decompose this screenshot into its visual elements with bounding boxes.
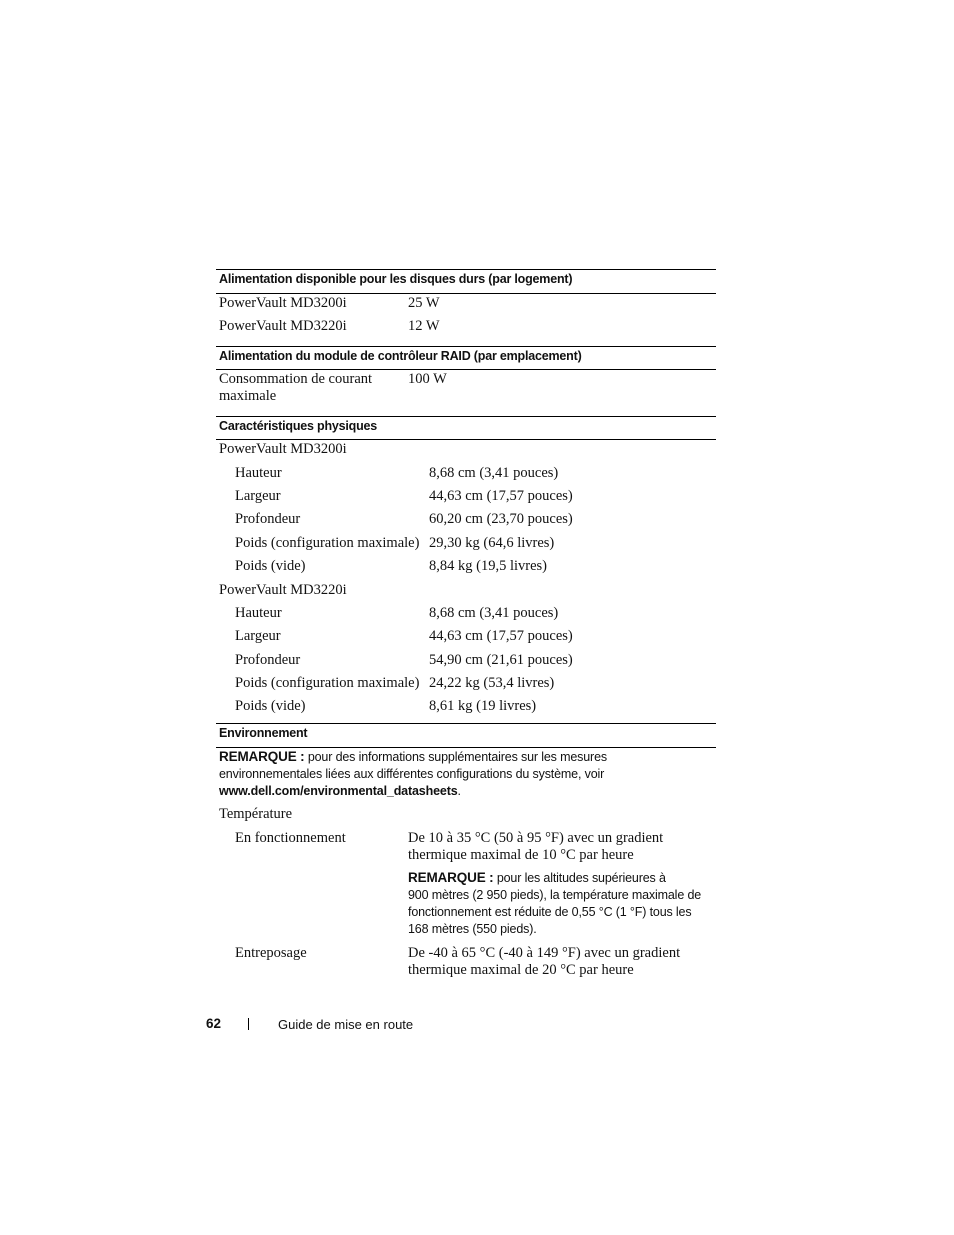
row-value: 100 W [408,371,447,387]
row-label: Largeur [235,628,281,644]
note-line [219,784,461,798]
section-header-power-raid: Alimentation du module de contrôleur RAID (par emplacement) [219,349,582,363]
row-label: Hauteur [235,605,282,621]
row-label: En fonctionnement [235,830,346,846]
group-title: PowerVault MD3220i [219,582,347,598]
table-rule [216,723,716,724]
group-title: PowerVault MD3200i [219,441,347,457]
note-link[interactable]: www.dell.com/environmental_datasheets [219,784,458,798]
row-label: Entreposage [235,945,307,961]
table-rule [216,269,716,270]
row-value: 25 W [408,295,440,311]
row-value: 8,68 cm (3,41 pouces) [429,605,559,621]
row-label: Poids (vide) [235,558,306,574]
row-value: 54,90 cm (21,61 pouces) [429,652,573,668]
table-rule [216,439,716,440]
table-rule [216,346,716,347]
row-value: 44,63 cm (17,57 pouces) [429,628,573,644]
row-value: 44,63 cm (17,57 pouces) [429,488,573,504]
group-title: Température [219,806,293,822]
footer-title: Guide de mise en route [278,1017,414,1032]
row-label: Profondeur [235,652,301,668]
table-rule [216,369,716,370]
note-text: environnementales liées aux différentes configurations du système, voir [219,767,605,781]
note-text: pour les altitudes supérieures à [496,871,666,885]
note-text: pour des informations supplémentaires sur les mesures [307,750,607,764]
section-header-environment: Environnement [219,726,308,740]
row-value: 24,22 kg (53,4 livres) [429,675,555,691]
row-value: thermique maximal de 20 °C par heure [408,962,634,978]
row-label: Poids (vide) [235,698,306,714]
row-label: PowerVault MD3200i [219,295,347,311]
row-value: thermique maximal de 10 °C par heure [408,847,634,863]
row-value: 8,84 kg (19,5 livres) [429,558,547,574]
page-number: 62 [206,1016,222,1031]
footer-separator [248,1018,249,1030]
row-value: De 10 à 35 °C (50 à 95 °F) avec un gradient [408,830,664,846]
row-label: Poids (configuration maximale) [235,535,420,551]
row-label: Poids (configuration maximale) [235,675,420,691]
row-label: PowerVault MD3220i [219,318,347,334]
row-value: 60,20 cm (23,70 pouces) [429,511,573,527]
note-text: 900 mètres (2 950 pieds), la température maximale de [408,888,702,902]
row-label: Hauteur [235,465,282,481]
table-rule [216,416,716,417]
row-value: 8,61 kg (19 livres) [429,698,537,714]
note-text: fonctionnement est réduite de 0,55 °C (1 °F) tous les [408,905,692,919]
note-line [408,870,666,885]
note-text: 168 mètres (550 pieds). [408,922,537,936]
row-label: Consommation de courant [219,371,373,387]
row-value: 8,68 cm (3,41 pouces) [429,465,559,481]
row-label: Largeur [235,488,281,504]
section-header-physical: Caractéristiques physiques [219,419,378,433]
table-rule [216,747,716,748]
row-label: Profondeur [235,511,301,527]
row-value: 12 W [408,318,440,334]
note-line [219,749,607,764]
note-label: REMARQUE : [408,870,494,885]
note-end: . [457,784,461,798]
row-label: maximale [219,388,277,404]
row-value: De -40 à 65 °C (-40 à 149 °F) avec un gradient [408,945,681,961]
row-value: 29,30 kg (64,6 livres) [429,535,555,551]
note-label: REMARQUE : [219,749,305,764]
section-header-power-drives: Alimentation disponible pour les disques durs (par logement) [219,272,573,286]
table-rule [216,293,716,294]
